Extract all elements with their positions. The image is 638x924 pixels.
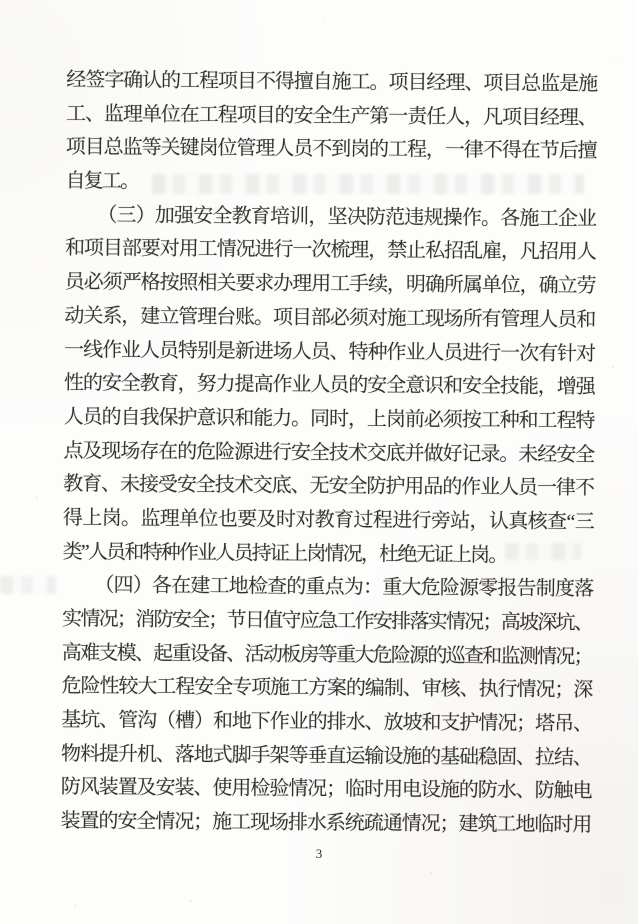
text-line: （三）加强安全教育培训，坚决防范违规操作。各施工企业: [97, 204, 596, 230]
text-line: 实情况；消防安全；节日值守应急工作安排落实情况；高坡深坑、: [62, 607, 593, 635]
text-line: 自复工。: [65, 170, 139, 193]
text-line: 类”人员和特种作业人员持证上岗情况，杜绝无证上岗。: [62, 540, 507, 567]
text-line: 高难支模、起重设备、活动板房等重大危险源的巡查和监测情况；: [61, 641, 592, 668]
text-line: 装置的安全情况；施工现场排水系统疏通情况；建筑工地临时用: [60, 810, 591, 837]
text-line: （四）各在建工地检查的重点为：重大危险源零报告制度落: [94, 574, 593, 601]
text-line: 工、监理单位在工程项目的安全生产第一责任人，凡项目经理、: [65, 102, 597, 129]
bleedthrough-artifact: [505, 543, 581, 560]
text-line: 得上岗。监理单位也要及时对教育过程进行旁站，认真核查“三: [62, 506, 593, 534]
text-line: 员必须严格按照相关要求办理用工手续，明确所属单位，确立劳: [64, 271, 595, 298]
page-number: 3: [315, 846, 323, 861]
text-line: 项目总监等关键岗位管理人员不到岗的工程，一律不得在节后擅: [65, 136, 596, 163]
text-line: 点及现场存在的危险源进行安全技术交底并做好记录。未经安全: [63, 439, 594, 466]
text-line: 物料提升机、落地式脚手架等垂直运输设施的基础稳固、拉结、: [60, 742, 592, 769]
text-line: 经签字确认的工程项目不得擅自施工。项目经理、项目总监是施: [66, 69, 597, 96]
bleedthrough-artifact: [0, 576, 56, 594]
text-line: 一线作业人员特别是新进场人员、特种作业人员进行一次有针对: [64, 338, 595, 365]
scan-noise-specks: [0, 0, 2, 2]
text-line: 性的安全教育，努力提高作业人员的安全意识和安全技能，增强: [63, 372, 595, 399]
text-line: 危险性较大工程安全专项施工方案的编制、审核、执行情况；深: [61, 675, 592, 702]
text-line: 基坑、管沟（槽）和地下作业的排水、放坡和支护情况；塔吊、: [61, 709, 592, 736]
text-line: 教育、未接受安全技术交底、无安全防护用品的作业人员一律不: [63, 473, 594, 500]
bleedthrough-artifact: [152, 174, 584, 194]
text-line: 防风装置及安装、使用检验情况；临时用电设施的防水、防触电: [60, 776, 591, 803]
text-line: 人员的自我保护意识和能力。同时，上岗前必须按工种和工程特: [63, 405, 594, 433]
text-line: 动关系，建立管理台账。项目部必须对施工现场所有管理人员和: [64, 304, 595, 331]
text-line: 和项目部要对用工情况进行一次梳理，禁止私招乱雇，凡招用人: [64, 237, 596, 264]
